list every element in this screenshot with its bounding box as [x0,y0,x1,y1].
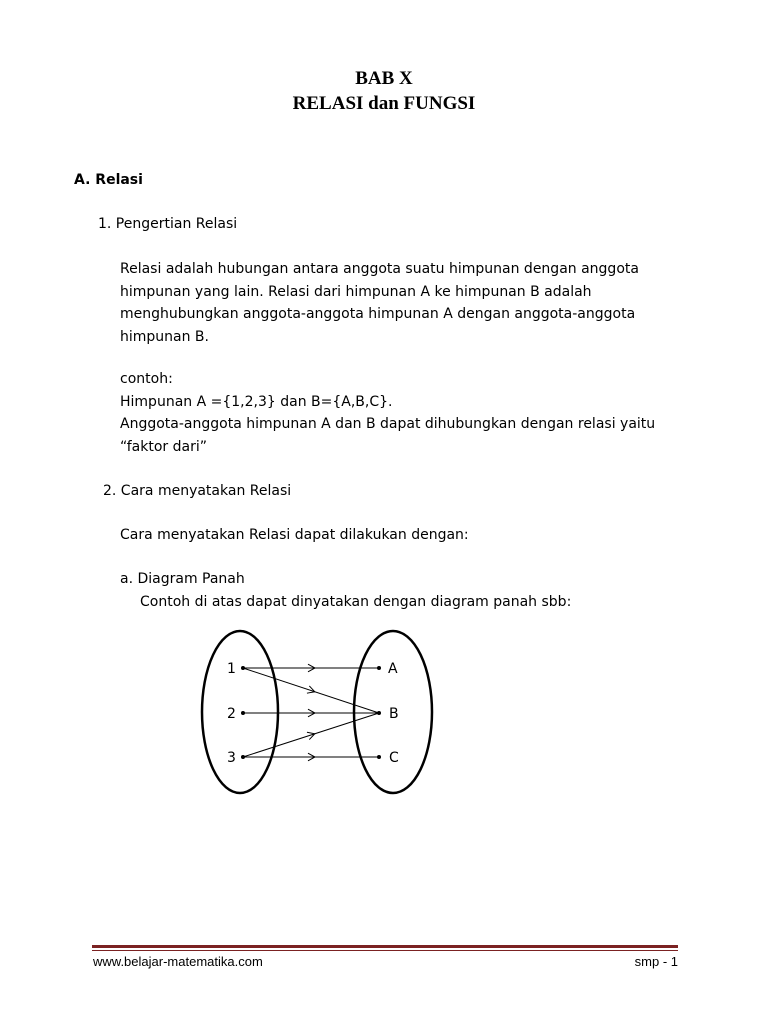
set-b-element: B [389,706,399,722]
element-dot [241,666,245,670]
element-dot [377,755,381,759]
footer-rule-thin [92,950,678,951]
element-dot [241,711,245,715]
set-a-element: 1 [227,661,236,677]
chapter-title: RELASI dan FUNGSI [292,93,476,114]
paragraph-line: Relasi adalah hubungan antara anggota suatu himpunan dengan anggota [120,261,639,277]
example-line: Himpunan A ={1,2,3} dan B={A,B,C}. [120,393,393,410]
paragraph-line: himpunan B. [120,328,209,345]
subsection-1-heading: 1. Pengertian Relasi [98,216,238,232]
set-a-ellipse [202,631,278,793]
subsection-2-heading: 2. Cara menyatakan Relasi [103,483,292,499]
footer-page-number: smp - 1 [634,954,678,969]
chapter-number: BAB X [355,68,413,89]
paragraph-line: himpunan yang lain. Relasi dari himpunan A ke himpunan B adalah [120,283,592,300]
set-a-element: 2 [227,706,236,722]
example-line: Anggota-anggota himpunan A dan B dapat dihubungkan dengan relasi yaitu [120,416,656,432]
method-item-a-description: Contoh di atas dapat dinyatakan dengan diagram panah sbb: [140,594,572,610]
example-label: contoh: [120,371,173,387]
set-b-element: C [389,750,399,766]
element-dot [377,711,381,715]
method-intro: Cara menyatakan Relasi dapat dilakukan dengan: [120,527,469,543]
method-item-a: a. Diagram Panah [120,571,245,587]
paragraph-line: menghubungkan anggota-anggota himpunan A dengan anggota-anggota [120,306,636,322]
footer-rule-thick [92,945,678,948]
element-dot [241,755,245,759]
example-line: “faktor dari” [120,438,207,455]
footer-website-link[interactable]: www.belajar-matematika.com [93,954,263,969]
section-heading: A. Relasi [74,172,143,188]
set-a-element: 3 [227,750,236,766]
element-dot [377,666,381,670]
set-b-element: A [388,661,398,677]
